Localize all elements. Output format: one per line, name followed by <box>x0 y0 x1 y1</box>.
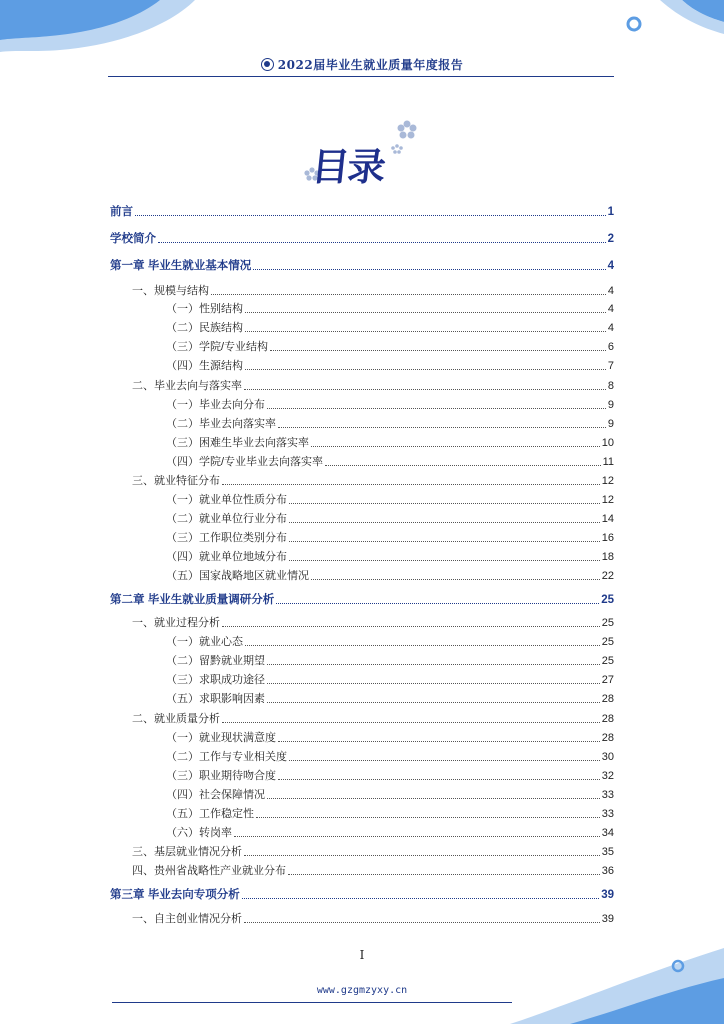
toc-entry-label: （一）就业心态 <box>166 636 243 648</box>
toc-leader-dots <box>135 215 606 216</box>
toc-entry-page: 22 <box>601 570 614 582</box>
toc-leader-dots <box>245 331 606 332</box>
toc-leader-dots <box>222 722 600 723</box>
toc-entry-label: （五）求职影响因素 <box>166 693 265 705</box>
toc-entry[interactable] <box>110 748 614 764</box>
toc-entry[interactable] <box>110 690 614 706</box>
toc-entry-label: （四）社会保障情况 <box>166 789 265 801</box>
toc-leader-dots <box>222 626 600 627</box>
toc-entry-label: （一）毕业去向分布 <box>166 399 265 411</box>
toc-entry-page: 25 <box>601 636 614 648</box>
logo-icon <box>261 58 274 71</box>
toc-entry-page: 16 <box>601 532 614 544</box>
toc-entry-page: 33 <box>601 789 614 801</box>
toc-entry-label: （三）职业期待吻合度 <box>166 770 276 782</box>
toc-entry-page: 30 <box>601 751 614 763</box>
toc-leader-dots <box>245 312 606 313</box>
toc-entry-label: 三、基层就业情况分析 <box>132 846 242 858</box>
toc-entry-page: 39 <box>601 913 614 925</box>
toc-entry-label: 一、规模与结构 <box>132 285 209 297</box>
toc-entry-page: 28 <box>601 732 614 744</box>
toc-entry-page: 1 <box>607 206 614 218</box>
toc-leader-dots <box>244 922 600 923</box>
toc-entry[interactable] <box>110 377 614 393</box>
toc-entry[interactable] <box>110 300 614 316</box>
toc-entry[interactable] <box>110 824 614 840</box>
toc-entry[interactable] <box>110 396 614 412</box>
page-number: I <box>359 948 365 962</box>
bottom-right-wave-decoration <box>480 938 724 1024</box>
toc-entry[interactable] <box>110 633 614 649</box>
toc-entry[interactable] <box>110 786 614 802</box>
toc-leader-dots <box>325 465 601 466</box>
toc-entry-page: 32 <box>601 770 614 782</box>
toc-entry[interactable] <box>110 434 614 450</box>
toc-leader-dots <box>270 350 606 351</box>
toc-leader-dots <box>311 579 600 580</box>
toc-leader-dots <box>278 779 600 780</box>
toc-leader-dots <box>245 645 600 646</box>
toc-entry-label: （三）求职成功途径 <box>166 674 265 686</box>
toc-entry[interactable] <box>110 614 614 630</box>
header-title: 2022届毕业生就业质量年度报告 <box>277 58 464 72</box>
toc-entry-label: （四）就业单位地域分布 <box>166 551 287 563</box>
toc-entry[interactable] <box>110 529 614 545</box>
toc-entry[interactable] <box>110 415 614 431</box>
toc-entry-label: （一）性别结构 <box>166 303 243 315</box>
toc-leader-dots <box>289 560 600 561</box>
toc-entry-label: 第二章 毕业生就业质量调研分析 <box>110 594 275 606</box>
toc-entry-label: 一、自主创业情况分析 <box>132 913 242 925</box>
toc-entry[interactable] <box>110 671 614 687</box>
toc-entry[interactable] <box>110 319 614 335</box>
toc-entry-label: 四、贵州省战略性产业就业分布 <box>132 865 286 877</box>
toc-entry-label: （四）学院/专业毕业去向落实率 <box>166 456 324 468</box>
toc-entry-label: （三）困难生毕业去向落实率 <box>166 437 309 449</box>
toc-leader-dots <box>267 664 600 665</box>
toc-leader-dots <box>158 242 606 243</box>
running-header <box>110 56 614 76</box>
toc-entry[interactable] <box>110 230 614 246</box>
toc-entry-page: 10 <box>601 437 614 449</box>
toc-entry-page: 12 <box>601 494 614 506</box>
toc-entry-label: （六）转岗率 <box>166 827 232 839</box>
toc-leader-dots <box>278 427 606 428</box>
toc-entry[interactable] <box>110 357 614 373</box>
toc-leader-dots <box>278 741 600 742</box>
toc-entry-label: 第一章 毕业生就业基本情况 <box>110 260 252 272</box>
toc-entry-page: 27 <box>601 674 614 686</box>
toc-leader-dots <box>288 874 600 875</box>
toc-leader-dots <box>267 702 600 703</box>
website-url: www.gzgmzyxy.cn <box>316 985 408 996</box>
toc-entry[interactable] <box>110 652 614 668</box>
toc-entry[interactable] <box>110 591 614 607</box>
toc-leader-dots <box>253 269 605 270</box>
toc-leader-dots <box>289 541 600 542</box>
toc-leader-dots <box>289 503 600 504</box>
toc-entry-label: 一、就业过程分析 <box>132 617 220 629</box>
toc-title: 目录 <box>309 144 387 189</box>
toc-entry-page: 4 <box>607 260 614 272</box>
toc-entry-page: 8 <box>607 380 614 392</box>
toc-leader-dots <box>267 683 600 684</box>
toc-leader-dots <box>267 798 600 799</box>
toc-entry-page: 14 <box>601 513 614 525</box>
toc-entry-label: 前言 <box>110 206 133 218</box>
toc-entry-page: 4 <box>607 303 614 315</box>
toc-entry-page: 25 <box>601 594 614 606</box>
toc-leader-dots <box>211 294 606 295</box>
toc-entry-label: （四）生源结构 <box>166 360 243 372</box>
toc-entry-label: （二）毕业去向落实率 <box>166 418 276 430</box>
toc-leader-dots <box>234 836 600 837</box>
toc-entry-label: 三、就业特征分布 <box>132 475 220 487</box>
toc-entry-page: 11 <box>602 456 614 468</box>
toc-leader-dots <box>256 817 600 818</box>
toc-entry-page: 39 <box>601 889 614 901</box>
toc-entry-page: 28 <box>601 713 614 725</box>
toc-entry[interactable] <box>110 886 614 902</box>
toc-entry-page: 2 <box>607 233 614 245</box>
toc-leader-dots <box>289 760 600 761</box>
toc-leader-dots <box>222 484 600 485</box>
toc-entry-page: 28 <box>601 693 614 705</box>
toc-entry-label: （五）国家战略地区就业情况 <box>166 570 309 582</box>
toc-leader-dots <box>244 855 600 856</box>
toc-entry[interactable] <box>110 282 614 298</box>
toc-entry-label: 第三章 毕业去向专项分析 <box>110 889 240 901</box>
toc-entry-label: 二、就业质量分析 <box>132 713 220 725</box>
header-rule <box>108 76 614 77</box>
toc-entry[interactable] <box>110 567 614 583</box>
toc-entry-label: （五）工作稳定性 <box>166 808 254 820</box>
toc-entry-page: 4 <box>607 322 614 334</box>
toc-entry-page: 34 <box>601 827 614 839</box>
toc-entry-label: （一）就业单位性质分布 <box>166 494 287 506</box>
toc-leader-dots <box>267 408 606 409</box>
toc-entry-label: （三）工作职位类别分布 <box>166 532 287 544</box>
top-left-wave-decoration <box>0 0 200 60</box>
toc-entry-page: 6 <box>607 341 614 353</box>
toc-entry-label: （二）工作与专业相关度 <box>166 751 287 763</box>
toc-leader-dots <box>311 446 600 447</box>
toc-entry[interactable] <box>110 338 614 354</box>
footer-rule <box>112 1002 512 1003</box>
toc-entry-label: （三）学院/专业结构 <box>166 341 269 353</box>
toc-entry-page: 9 <box>607 418 614 430</box>
toc-entry-page: 25 <box>601 655 614 667</box>
toc-entry[interactable] <box>110 203 614 219</box>
toc-entry-page: 36 <box>601 865 614 877</box>
toc-entry[interactable] <box>110 910 614 926</box>
toc-entry-page: 33 <box>601 808 614 820</box>
toc-entry[interactable] <box>110 729 614 745</box>
toc-entry-page: 35 <box>601 846 614 858</box>
toc-leader-dots <box>289 522 600 523</box>
toc-entry-label: （二）就业单位行业分布 <box>166 513 287 525</box>
toc-entry[interactable] <box>110 843 614 859</box>
toc-entry-page: 12 <box>601 475 614 487</box>
top-right-wave-decoration <box>620 0 724 50</box>
toc-entry[interactable] <box>110 453 614 469</box>
toc-entry-label: 二、毕业去向与落实率 <box>132 380 242 392</box>
toc-entry[interactable] <box>110 472 614 488</box>
toc-entry[interactable] <box>110 767 614 783</box>
toc-entry-page: 4 <box>607 285 614 297</box>
toc-leader-dots <box>245 369 606 370</box>
toc-entry[interactable] <box>110 805 614 821</box>
toc-entry[interactable] <box>110 548 614 564</box>
toc-entry-label: （一）就业现状满意度 <box>166 732 276 744</box>
toc-entry-label: （二）留黔就业期望 <box>166 655 265 667</box>
toc-entry-page: 9 <box>607 399 614 411</box>
circle-ring-icon <box>628 18 640 30</box>
toc-entry-label: （二）民族结构 <box>166 322 243 334</box>
toc-leader-dots <box>244 389 606 390</box>
toc-leader-dots <box>242 898 600 899</box>
toc-entry[interactable] <box>110 491 614 507</box>
toc-entry[interactable] <box>110 862 614 878</box>
toc-entry-label: 学校简介 <box>110 233 156 245</box>
toc-leader-dots <box>276 603 599 604</box>
toc-entry[interactable] <box>110 257 614 273</box>
toc-entry-page: 7 <box>607 360 614 372</box>
toc-title-block <box>300 118 430 193</box>
toc-entry-page: 25 <box>601 617 614 629</box>
toc-entry[interactable] <box>110 510 614 526</box>
toc-entry[interactable] <box>110 710 614 726</box>
toc-entry-page: 18 <box>601 551 614 563</box>
